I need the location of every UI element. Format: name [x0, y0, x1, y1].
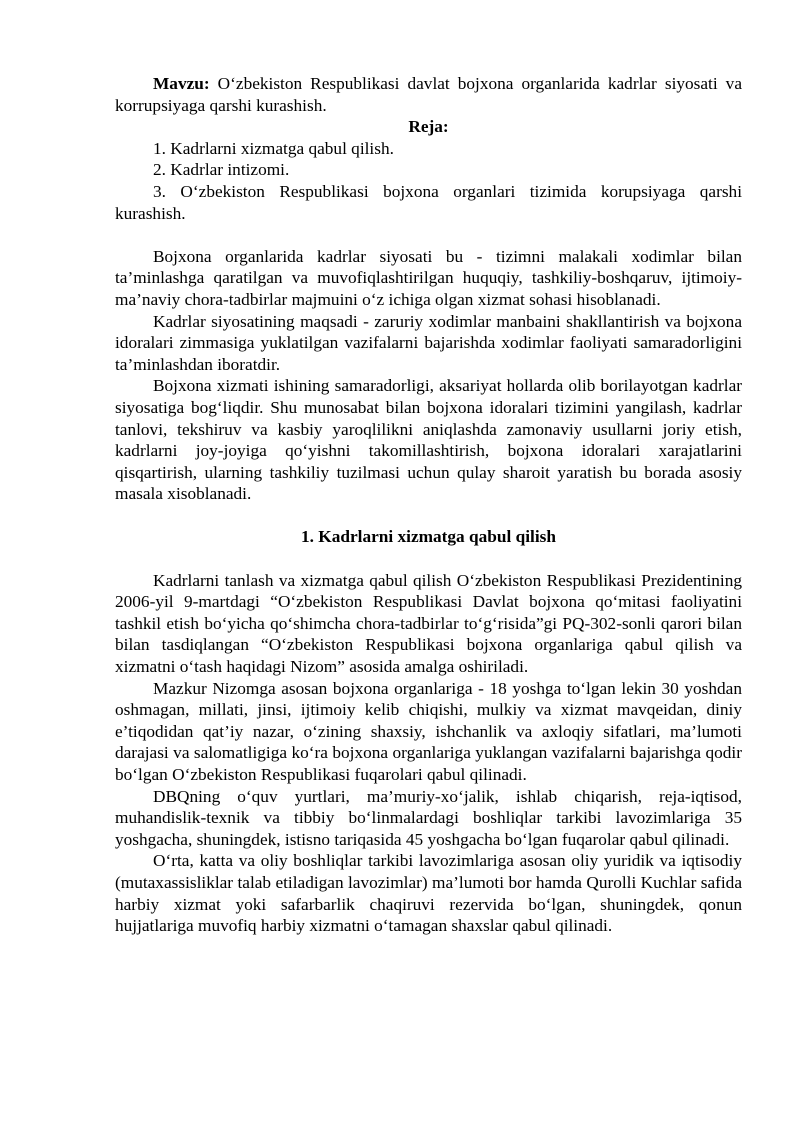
plan-item: 1. Kadrlarni xizmatga qabul qilish. [153, 138, 394, 158]
plan-item: 2. Kadrlar intizomi. [153, 160, 290, 180]
body-paragraph: DBQning o‘quv yurtlari, ma’muriy-xo‘jalik, ishlab chiqarish, reja-iqtisod, muhandislik-texnik va tibbiy bo‘linmalardagi boshliqlar tarkibi lavozimlariga 35 yoshgacha, shuningdek, istisno tariqasida 45 yoshgacha bo‘lgan fuqarolar qabul qilinadi. [115, 786, 742, 849]
intro-paragraph: Kadrlar siyosatining maqsadi - zaruriy xodimlar manbaini shakllantirish va bojxona idoralari zimmasiga yuklatilgan vazifalarni bajarishda xodimlar faoliyati samaradorligini ta’minlashdan iboratdir. [115, 311, 742, 374]
intro-paragraph: Bojxona xizmati ishining samaradorligi, aksariyat hollarda olib borilayotgan kadrlar siyosatiga bog‘liqdir. Shu munosabat bilan bojxona idoralari tizimini yangilash, kadrlar tanlovi, tekshiruv va kasbiy yaroqlilikni aniqlashda zamonaviy usullarni joriy etish, kadrlarni joy-joyiga qo‘yishni takomillashtirish, bojxona idoralari xarajatlarini qisqartirish, ularning tashkiliy tuzilmasi uchun qulay sharoit yaratish bu borada asosiy masala xisoblanadi. [115, 376, 742, 504]
spacer [115, 548, 742, 570]
plan-item: 3. O‘zbekiston Respublikasi bojxona organlari tizimida korupsiyaga qarshi kurashish. [115, 181, 742, 223]
body-paragraph: Kadrlarni tanlash va xizmatga qabul qilish O‘zbekiston Respublikasi Prezidentining 2006-yil 9-martdagi “O‘zbekiston Respublikasi Davlat bojxona qo‘mitasi faoliyatini tashkil etish bo‘yicha qo‘shimcha chora-tadbirlar to‘g‘risida”gi PQ-302-sonli qarori bilan bilan tasdiqlangan “O‘zbekiston Respublikasi bojxona organlariga qabul qilish va xizmatni o‘tash haqidagi Nizom” asosida amalga oshiriladi. [115, 570, 742, 677]
spacer [115, 505, 742, 527]
section-heading: 1. Kadrlarni xizmatga qabul qilish [301, 527, 556, 547]
body-paragraph: O‘rta, katta va oliy boshliqlar tarkibi lavozimlariga asosan oliy yuridik va iqtisodiy (mutaxassisliklar talab etiladigan lavozimlar) ma’lumoti bor hamda Qurolli Kuchlar safida harbiy xizmat yoki safarbarlik chaqiruvi rezervida bo‘lgan, shuningdek, qonun hujjatlariga muvofiq harbiy xizmatni o‘tamagan shaxslar qabul qilinadi. [115, 851, 742, 936]
body-paragraph: Mazkur Nizomga asosan bojxona organlariga - 18 yoshga to‘lgan lekin 30 yoshdan oshmagan, millati, jinsi, ijtimoiy kelib chiqishi, mulkiy va xizmat mavqeidan, diniy e’tiqodidan qat’iy nazar, o‘zining shaxsiy, ishchanlik va axloqiy sifatlari, ma’lumoti darajasi va salomatligiga ko‘ra bojxona organlariga yuklangan vazifalarni bajarishga qodir bo‘lgan O‘zbekiston Respublikasi fuqarolari qabul qilinadi. [115, 678, 742, 784]
topic-text: O‘zbekiston Respublikasi davlat bojxona organlarida kadrlar siyosati va korrupsiyaga qarshi kurashish. [115, 74, 742, 115]
intro-paragraph: Bojxona organlarida kadrlar siyosati bu - tizimni malakali xodimlar bilan ta’minlashga qaratilgan va muvofiqlashtirilgan huquqiy, tashkiliy-boshqaruv, ijtimoiy-ma’naviy chora-tadbirlar majmuini o‘z ichiga olgan xizmat sohasi hisoblanadi. [115, 246, 742, 309]
topic-label: Mavzu: [153, 74, 210, 93]
document-page [115, 73, 742, 937]
spacer [115, 224, 742, 246]
plan-title: Reja: [408, 117, 449, 137]
topic-paragraph [115, 73, 742, 116]
